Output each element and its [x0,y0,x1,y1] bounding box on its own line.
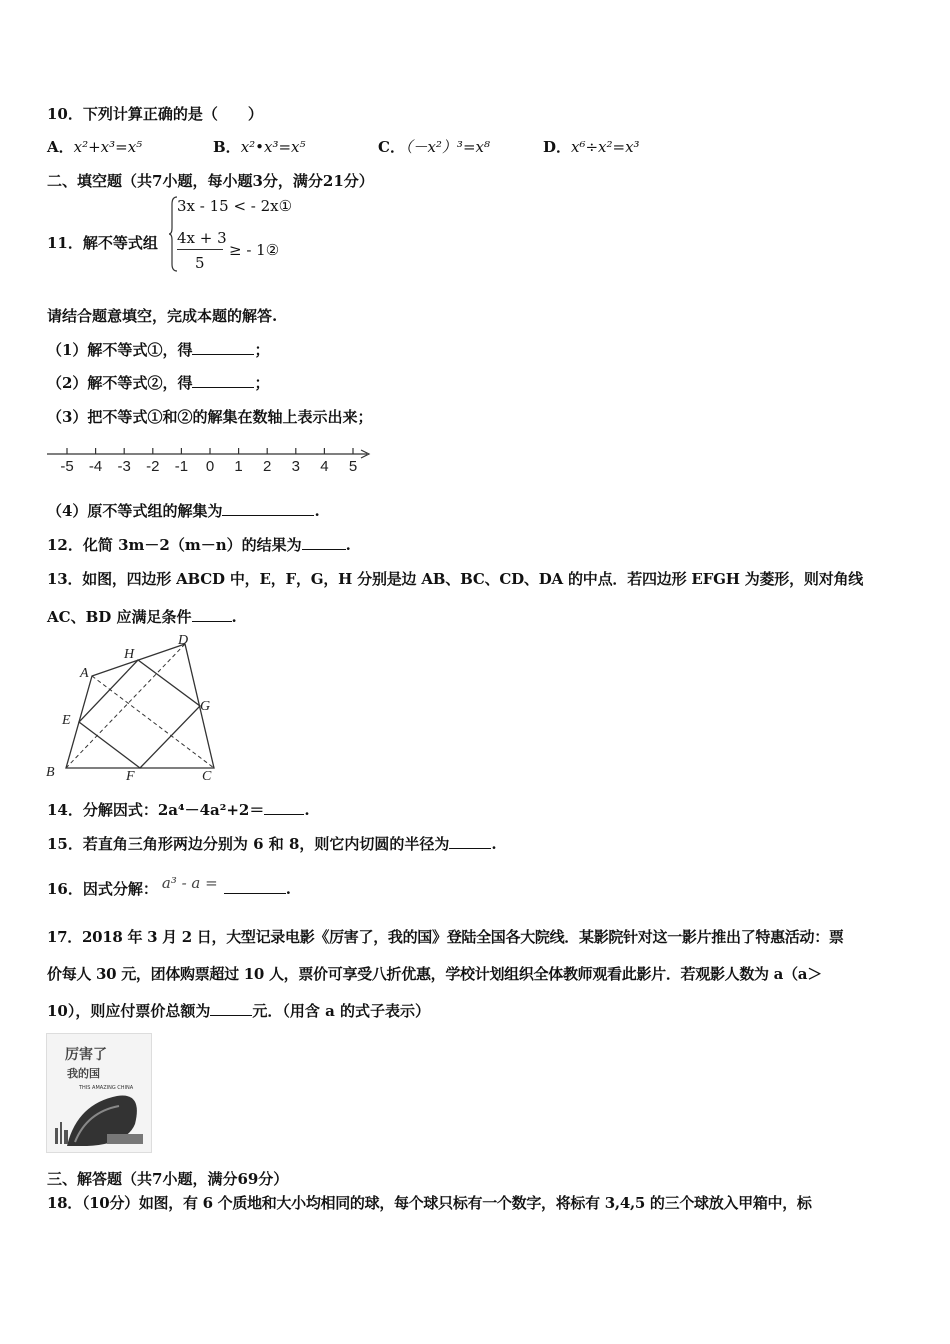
answer-blank[interactable] [192,373,254,388]
q11-part1-end: ； [254,341,270,359]
number-line [45,440,375,480]
q16-expression: a³ - a = [161,874,218,892]
answer-blank[interactable] [192,340,254,355]
q11-inequality-2-numerator: 4x + 3 [177,229,227,247]
q16-end: . [285,880,291,898]
vertex-label-f: F [126,769,135,784]
q10-stem: 10．下列计算正确的是（ ） [47,105,263,123]
q17-line3-a: 10），则应付票价总额为 [47,1002,211,1020]
q17-line1: 17．2018 年 3 月 2 日，大型记录电影《厉害了，我的国》登陆全国各大院线．某影院针对这一影片推出了特惠活动：票 [47,928,844,946]
number-line-label: 5 [348,458,358,475]
q12 [47,534,351,555]
q17-line2: 价每人 30 元，团体购票超过 10 人，票价可享受八折优惠，学校计划组织全体教师观看此影片．若观影人数为 a（a＞ [47,965,822,983]
vertex-label-e: E [62,713,71,728]
q15-end: . [491,835,497,853]
vertex-label-d: D [178,633,189,648]
number-line-label: -1 [174,458,189,475]
q10-option-d [543,136,640,157]
q18-text: 18．（10分）如图，有 6 个质地和大小均相同的球，每个球只标有一个数字，将标有 3,4,5 的三个球放入甲箱中，标 [47,1194,812,1212]
q10-option-c-expr: （－x²）³=x⁸ [404,138,490,156]
q11-part4-text: （4）原不等式组的解集为 [47,502,223,520]
q15 [47,833,497,854]
poster-title: 厉害了 [65,1047,107,1063]
number-line-label: -5 [60,458,74,475]
number-line-label: 1 [234,458,243,475]
number-line-svg [45,440,375,476]
q11-instruction: 请结合题意填空，完成本题的解答. [47,307,278,325]
q11-inequality-system [163,196,293,274]
q15-text: 15．若直角三角形两边分别为 6 和 8，则它内切圆的半径为 [47,835,450,853]
answer-blank[interactable] [224,879,286,894]
number-line-label: -2 [146,458,160,475]
q11-part4 [47,500,320,521]
vertex-label-h: H [124,647,135,662]
rhombus-efgh [79,660,200,768]
q11-inequality-2-rest: ≥ - 1② [229,241,280,259]
number-line-label: 4 [320,458,329,475]
q11-part1-text: （1）解不等式①，得 [47,341,193,359]
poster-small-text: THIS AMAZING CHINA [79,1085,134,1091]
q11-part2-text: （2）解不等式②，得 [47,374,193,392]
q10-option-b-label: B． [213,138,241,156]
q11-part3: （3）把不等式①和②的解集在数轴上表示出来； [47,408,373,426]
quadrilateral-svg [40,628,230,788]
quadrilateral-figure [40,628,230,792]
number-line-label: -4 [88,458,103,475]
q10-option-d-label: D． [543,138,572,156]
number-line-label: 3 [291,458,300,475]
q17-line3-b: 元．（用含 a 的式子表示） [252,1002,431,1020]
q10-option-a-label: A． [47,138,74,156]
q16 [47,874,291,899]
vertex-label-c: C [202,769,212,784]
poster-subtitle: 我的国 [67,1067,100,1080]
vertex-label-a: A [80,666,89,681]
q13-line2 [47,606,237,627]
q17-line3 [47,1000,430,1021]
q11-part2-end: ； [254,374,270,392]
fraction-bar [177,249,223,250]
section2-heading: 二、填空题（共7小题，每小题3分，满分21分） [47,172,374,190]
q13-end: . [231,608,237,626]
q10-option-c-label: C． [378,138,405,156]
q10-option-c [378,136,490,157]
movie-poster-image [46,1033,152,1153]
q14-end: . [304,801,310,819]
number-line-label: 2 [263,458,272,475]
number-line-label: 0 [205,458,215,475]
q12-text: 12．化简 3m－2（m－n）的结果为 [47,536,302,554]
answer-blank[interactable] [449,834,491,849]
quadrilateral-abcd [66,644,214,768]
q13-line2-text: AC、BD 应满足条件 [47,608,192,626]
q10-option-b [213,136,306,157]
answer-blank[interactable] [264,800,304,815]
vertex-label-g: G [200,699,211,714]
q11-stem: 11．解不等式组 [47,234,158,252]
q10-option-b-expr: x²•x³=x⁵ [240,138,306,156]
q13-line1: 13．如图，四边形 ABCD 中，E，F，G，H 分别是边 AB、BC、CD、DA 的中点．若四边形 EFGH 为菱形，则对角线 [47,570,864,588]
q16-text: 16．因式分解： [47,880,158,898]
q11-inequality-2-denominator: 5 [195,254,205,272]
q14-text: 14．分解因式：2a⁴－4a²+2＝ [47,801,265,819]
answer-blank[interactable] [210,1001,252,1016]
q11-part2 [47,372,269,393]
number-line-label: -3 [117,458,131,475]
q10-option-a-expr: x²+x³=x⁵ [73,138,143,156]
q11-part4-end: . [314,502,320,520]
answer-blank[interactable] [192,607,232,622]
q10-option-a [47,136,142,157]
answer-blank[interactable] [222,501,314,516]
q10-option-d-expr: x⁶÷x²=x³ [571,138,640,156]
q12-end: . [345,536,351,554]
q11-inequality-1: 3x - 15 < - 2x① [177,197,293,215]
vertex-label-b: B [46,765,55,780]
answer-blank[interactable] [302,535,346,550]
q14 [47,799,310,820]
q11-part1 [47,339,269,360]
section3-heading: 三、解答题（共7小题，满分69分） [47,1170,289,1188]
